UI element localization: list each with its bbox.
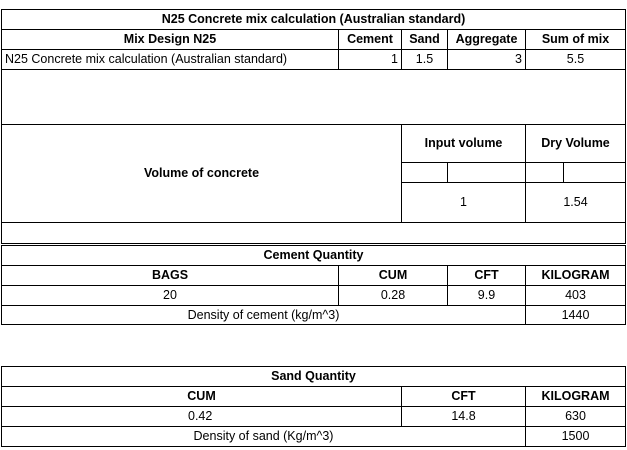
sand-cft-header: CFT [401,386,526,407]
input-volume-header: Input volume [401,124,526,163]
cement-quantity-title: Cement Quantity [1,245,626,266]
sand-cft-value[interactable]: 14.8 [401,406,526,427]
cement-bags-header: BAGS [1,265,339,286]
cement-density-value[interactable]: 1440 [525,305,626,325]
cement-bags-value[interactable]: 20 [1,285,339,306]
mix-title: N25 Concrete mix calculation (Australian standard) [1,9,626,30]
cement-ratio-cell[interactable]: 1 [338,49,402,70]
sum-of-mix-cell[interactable]: 5.5 [525,49,626,70]
sand-header: Sand [401,29,448,50]
cement-kilogram-header: KILOGRAM [525,265,626,286]
cement-cft-value[interactable]: 9.9 [447,285,526,306]
cement-cum-header: CUM [338,265,448,286]
blank-row [1,69,626,125]
sand-cum-value[interactable]: 0.42 [1,406,402,427]
volume-of-concrete-label: Volume of concrete [1,124,402,223]
sand-ratio-cell[interactable]: 1.5 [401,49,448,70]
input-volume-subcell-a[interactable] [401,162,448,183]
dry-volume-subcell-b[interactable] [563,162,626,183]
sand-cum-header: CUM [1,386,402,407]
mix-design-header: Mix Design N25 [1,29,339,50]
cement-kilogram-value[interactable]: 403 [525,285,626,306]
input-volume-value[interactable]: 1 [401,182,526,223]
dry-volume-header: Dry Volume [525,124,626,163]
cement-header: Cement [338,29,402,50]
aggregate-header: Aggregate [447,29,526,50]
sum-of-mix-header: Sum of mix [525,29,626,50]
input-volume-subcell-b[interactable] [447,162,526,183]
cement-cum-value[interactable]: 0.28 [338,285,448,306]
sand-kilogram-header: KILOGRAM [525,386,626,407]
cement-cft-header: CFT [447,265,526,286]
cement-density-label: Density of cement (kg/m^3) [1,305,526,325]
dry-volume-value[interactable]: 1.54 [525,182,626,223]
mix-design-cell[interactable]: N25 Concrete mix calculation (Australian standard) [1,49,339,70]
sand-density-value[interactable]: 1500 [525,426,626,447]
aggregate-ratio-cell[interactable]: 3 [447,49,526,70]
dry-volume-subcell-a[interactable] [525,162,564,183]
sand-kilogram-value[interactable]: 630 [525,406,626,427]
blank-row [1,222,626,244]
sand-density-label: Density of sand (Kg/m^3) [1,426,526,447]
sand-quantity-title: Sand Quantity [1,366,626,387]
